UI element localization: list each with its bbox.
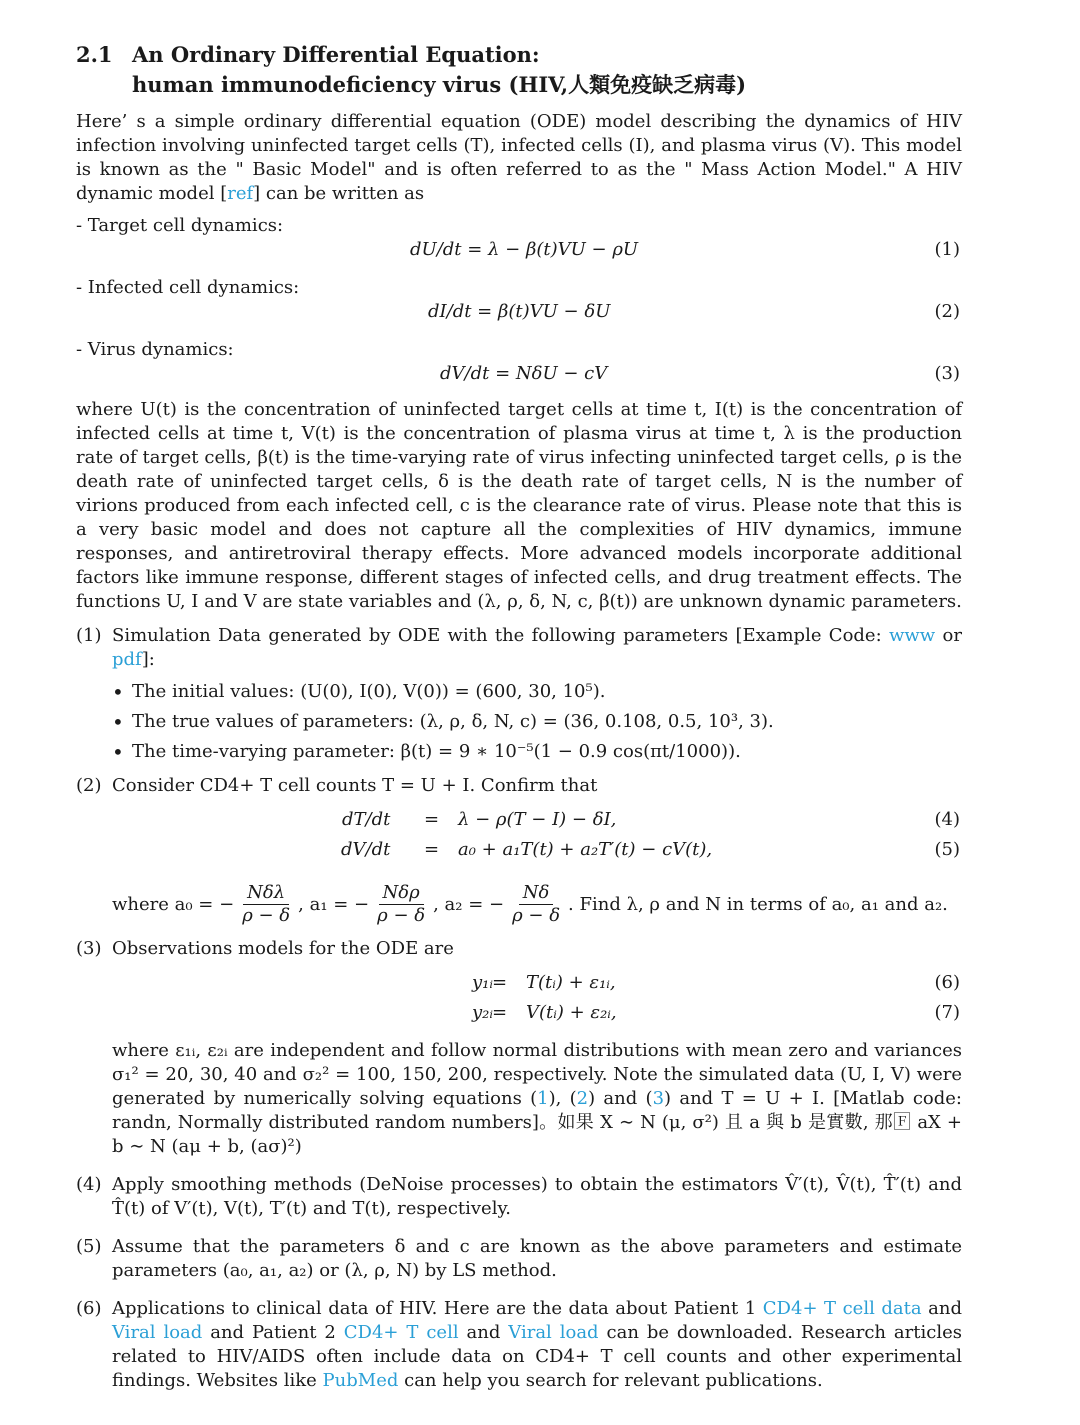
- eq6-rhs: T(tᵢ) + ε₁ᵢ,: [526, 972, 616, 993]
- item-1-label: (1): [76, 625, 102, 646]
- virus-block: [76, 338, 962, 392]
- section-title-line1: An Ordinary Differential Equation:: [132, 42, 540, 67]
- item-3-paragraph: [112, 1039, 962, 1159]
- bullet-time-varying: • The time-varying parameter: β(t) = 9 ∗ 10⁻⁵(1 − 0.9 cos(πt/1000)).: [112, 740, 962, 764]
- eq4-lhs: dT/dt: [342, 809, 391, 830]
- equation-1-number: (1): [934, 239, 960, 260]
- parameter-definitions: [112, 882, 962, 927]
- pdf-link[interactable]: pdf: [112, 649, 142, 670]
- fraction-a0-denominator: ρ − δ: [242, 905, 291, 926]
- item-6-text-1: Applications to clinical data of HIV. Here are the data about Patient 1: [112, 1298, 757, 1319]
- item-6: [76, 1297, 962, 1393]
- infected-cell-label: - Infected cell dynamics:: [76, 277, 300, 298]
- item-4-label: (4): [76, 1174, 102, 1195]
- eq7-rhs: V(tᵢ) + ε₂ᵢ,: [526, 1002, 617, 1023]
- item-3-part-b: ), (: [548, 1088, 577, 1109]
- item-6-text-4: and: [466, 1322, 501, 1343]
- equations-6-7: [112, 971, 962, 1033]
- fraction-a2-numerator: Nδ: [519, 882, 554, 905]
- item-6-label: (6): [76, 1298, 102, 1319]
- item-4: [76, 1173, 962, 1221]
- item-5-text: Assume that the parameters δ and c are known as the above parameters and estimate parameters (a₀, a₁, a₂) or (λ, ρ, N) by LS method.: [112, 1236, 962, 1281]
- section-title-line2: human immunodeficiency virus (HIV,人類免疫缺乏病毒): [132, 72, 747, 97]
- equation-3-number: (3): [934, 363, 960, 384]
- item-3-label: (3): [76, 938, 102, 959]
- bullet-true-values: • The true values of parameters: (λ, ρ, δ, N, c) = (36, 0.108, 0.5, 10³, 3).: [112, 710, 962, 734]
- parameter-list: [112, 680, 962, 764]
- equation-2-ref-link[interactable]: 2: [576, 1088, 589, 1109]
- equation-2: dI/dt = β(t)VU − δU: [428, 301, 611, 322]
- item-3-part-a: where ε₁ᵢ, ε₂ᵢ are independent and follow normal distributions with mean zero and variances σ₁² = 20, 30, 40 and σ₂² = 100, 150, 200, respectively. Note the simulated data (U, I, V) were generated by numerically solving equations (: [112, 1040, 962, 1109]
- infected-cell-block: [76, 276, 962, 330]
- eq4-sign: =: [424, 809, 440, 830]
- item-3-part-d: ) and T = U + I. [Matlab code: randn, Normally distributed random numbers]。如果 X ∼ N (μ, σ²) 且 a 與 b 是實數, 那🄵 aX + b ∼ N (aμ + b, (aσ)²): [112, 1088, 962, 1157]
- item-6-text-6: can help you search for relevant publications.: [404, 1370, 823, 1391]
- intro-after-ref: can be written as: [265, 183, 425, 204]
- fraction-a2-denominator: ρ − δ: [512, 905, 561, 926]
- equation-3: dV/dt = NδU − cV: [440, 363, 608, 384]
- pubmed-link[interactable]: PubMed: [322, 1370, 399, 1391]
- section-heading: [76, 40, 962, 100]
- eq6-number: (6): [934, 972, 960, 993]
- item-2: [76, 774, 962, 927]
- eq6-sign: =: [492, 972, 508, 993]
- patient1-viral-load-link[interactable]: Viral load: [112, 1322, 203, 1343]
- item-4-text: Apply smoothing methods (DeNoise processes) to obtain the estimators V̂′(t), V̂(t), T̂′(t) and T̂(t) of V′(t), V(t), T′(t) and T(t), respectively.: [112, 1174, 962, 1219]
- fraction-a0: [238, 882, 294, 927]
- patient2-viral-load-link[interactable]: Viral load: [508, 1322, 599, 1343]
- eq5-lhs: dV/dt: [341, 839, 391, 860]
- item-5-label: (5): [76, 1236, 102, 1257]
- eq4-rhs: λ − ρ(T − I) − δI,: [458, 809, 617, 830]
- item-6-text-3: and Patient 2: [210, 1322, 336, 1343]
- fraction-a2: [508, 882, 564, 927]
- item-2-label: (2): [76, 775, 102, 796]
- fraction-a1: [373, 882, 429, 927]
- fraction-a1-numerator: Nδρ: [379, 882, 424, 905]
- item-6-text-2: and: [928, 1298, 962, 1319]
- document-page: [76, 40, 962, 1393]
- item-1-text: Simulation Data generated by ODE with the following parameters [Example Code:: [112, 625, 882, 646]
- item-6-text-5: can be downloaded. Research articles related to HIV/AIDS often include data on CD4+ T cell counts and other experimental findings. Websites like: [112, 1322, 962, 1391]
- eq5-rhs: a₀ + a₁T(t) + a₂T′(t) − cV(t),: [458, 839, 713, 860]
- equations-4-5: [112, 808, 962, 870]
- www-link[interactable]: www: [888, 625, 936, 646]
- equation-3-ref-link[interactable]: 3: [652, 1088, 665, 1109]
- intro-text: Here’ s a simple ordinary differential equation (ODE) model describing the dynamics of HIV infection involving uninfected target cells (T), infected cells (I), and plasma virus (V). This model is known as the " Basic Model" and is often referred to as the " Mass Action Model." A HIV dynamic model: [76, 111, 962, 204]
- item-2-text: Consider CD4+ T cell counts T = U + I. Confirm that: [112, 775, 598, 796]
- find-text: . Find λ, ρ and N in terms of a₀, a₁ and a₂.: [568, 893, 948, 915]
- equation-1: dU/dt = λ − β(t)VU − ρU: [410, 239, 639, 260]
- eq7-number: (7): [934, 1002, 960, 1023]
- equation-2-number: (2): [934, 301, 960, 322]
- item-1-or: or: [942, 625, 962, 646]
- description-paragraph: where U(t) is the concentration of uninfected target cells at time t, I(t) is the concentration of infected cells at time t, V(t) is the concentration of plasma virus at time t, λ is the production rate of target cells, β(t) is the time-varying rate of virus infecting uninfected target cells, ρ is the death rate of uninfected target cells, δ is the death rate of target cells, N is the number of virions produced from each infected cell, c is the clearance rate of virus. Please note that this is a very basic model and does not capture all the complexities of HIV dynamics, immune responses, and antiretroviral therapy effects. More advanced models incorporate additional factors like immune response, different stages of infected cells, and drug treatment effects. The functions U, I and V are state variables and (λ, ρ, δ, N, c, β(t)) are unknown dynamic parameters.: [76, 399, 962, 612]
- eq7-lhs: y₂ᵢ: [472, 1002, 494, 1023]
- a1-text: , a₁ = −: [298, 893, 370, 915]
- patient1-cd4-link[interactable]: CD4+ T cell data: [762, 1298, 922, 1319]
- item-1: [76, 624, 962, 770]
- target-cell-block: [76, 214, 962, 268]
- where-a0: where a₀ = −: [112, 893, 235, 915]
- eq6-lhs: y₁ᵢ: [472, 972, 494, 993]
- virus-label: - Virus dynamics:: [76, 339, 234, 360]
- eq4-number: (4): [934, 809, 960, 830]
- fraction-a0-numerator: Nδλ: [243, 882, 289, 905]
- a2-text: , a₂ = −: [433, 893, 505, 915]
- item-3-text: Observations models for the ODE are: [112, 938, 454, 959]
- item-3: [76, 937, 962, 1159]
- item-6-body: [112, 1297, 962, 1393]
- eq7-sign: =: [492, 1002, 508, 1023]
- fraction-a1-denominator: ρ − δ: [377, 905, 426, 926]
- intro-paragraph: Here’ s a simple ordinary differential equation (ODE) model describing the dynamics of HIV infection involving uninfected target cells (T), infected cells (I), and plasma virus (V). This model is known as the " Basic Model" and is often referred to as the " Mass Action Model." A HIV dynamic model [ref] can be written as: [76, 111, 962, 204]
- section-number: 2.1: [76, 42, 113, 67]
- ref-link[interactable]: ref: [227, 183, 254, 204]
- item-3-part-c: ) and (: [588, 1088, 653, 1109]
- eq5-sign: =: [424, 839, 440, 860]
- patient2-cd4-link[interactable]: CD4+ T cell: [343, 1322, 459, 1343]
- eq5-number: (5): [934, 839, 960, 860]
- target-cell-label: - Target cell dynamics:: [76, 215, 284, 236]
- equation-1-ref-link[interactable]: 1: [537, 1088, 549, 1109]
- item-5: [76, 1235, 962, 1283]
- bullet-initial-values: • The initial values: (U(0), I(0), V(0)) = (600, 30, 10⁵).: [112, 680, 962, 704]
- item-1-end: ]:: [141, 649, 155, 670]
